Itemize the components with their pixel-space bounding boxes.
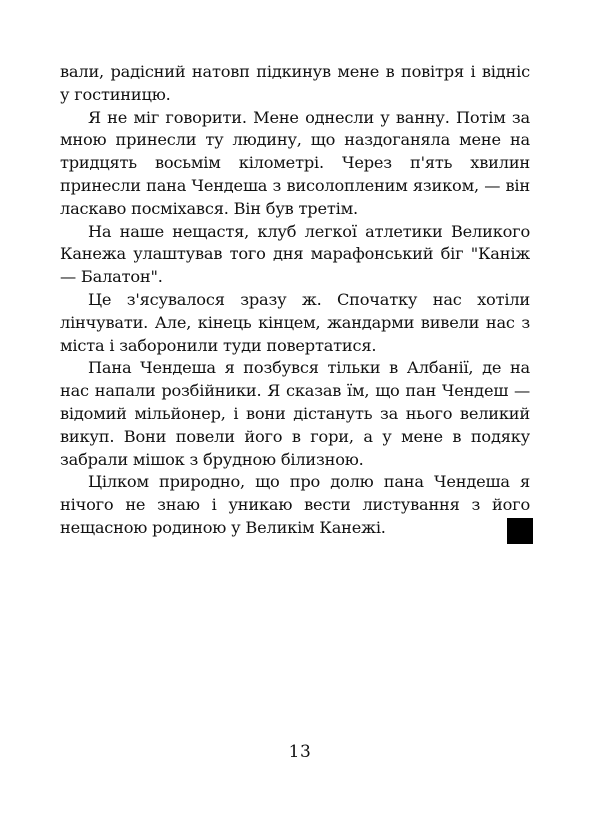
paragraph: Цілком природно, що про долю пана Чендеша я нічого не знаю і уникаю вести листування з його нещасною родиною у Великім Канежі. [60, 472, 530, 537]
paragraph-continuation: вали, радісний натовп підкинув мене в повітря і відніс у гостиницю. [60, 62, 530, 104]
end-of-story-square-icon [507, 518, 533, 544]
paragraph: Це з'ясувалося зразу ж. Спочатку нас хотіли лінчувати. Але, кінець кінцем, жандарми вивели нас з міста і заборонили туди повертатися. [60, 289, 530, 355]
paragraph: На наше нещастя, клуб легкої атлетики Великого Канежа улаштував того дня марафонський біг "Каніж — Балатон". [60, 221, 530, 287]
paragraph: Пана Чендеша я позбувся тільки в Албанії, де на нас напали розбійники. Я сказав їм, що пан Чендеш — відомий мільйонер, і вони дістануть за нього великий викуп. Вони повели його в гори, а у мене в подяку забрали мішок з брудною білизною. [60, 358, 530, 469]
page-number: 13 [288, 742, 312, 762]
story-text [60, 61, 530, 540]
paragraph: Я не міг говорити. Мене однесли у ванну. Потім за мною принесли ту людину, що наздоганяла мене на тридцять восьмім кілометрі. Через п'ять хвилин принесли пана Чендеша з висолопленим язиком, — він ласкаво посміхався. Він був третім. [60, 107, 530, 218]
